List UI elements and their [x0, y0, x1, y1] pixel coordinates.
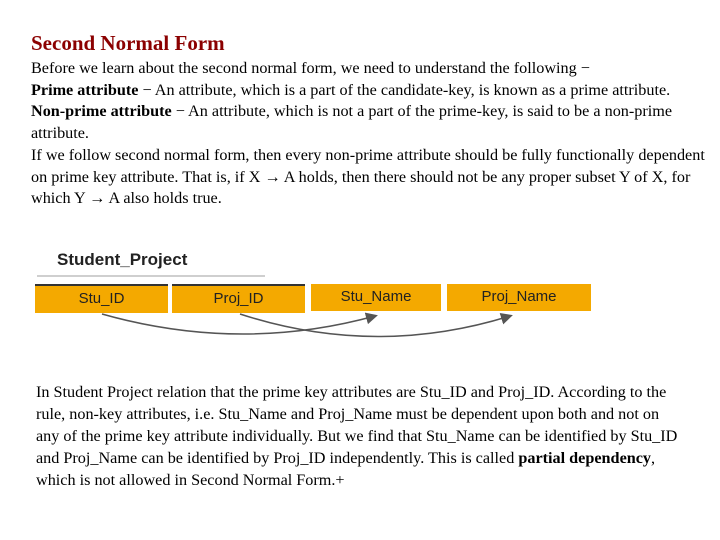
- dependency-arrows: [30, 248, 590, 368]
- prime-attribute-text: − An attribute, which is a part of the candidate-key, is known as a prime attribute.: [138, 80, 671, 99]
- nonprime-attribute-text: − An attribute, which is not a part of the prime-key, is said to be a non-prime attribute.: [31, 102, 673, 143]
- nonprime-attribute-definition: [31, 101, 717, 144]
- diagram-title: Student_Project: [57, 250, 188, 269]
- explanation-paragraph: [36, 381, 686, 491]
- explanation-text-end: , which is not allowed in Second Normal Form.+: [36, 449, 656, 489]
- explanation-text-start: In Student Project relation that the prime key attributes are Stu_ID and Proj_ID. According to the rule, non-key attributes, i.e. Stu_Name and Proj_Name must be dependent upon both and not on any of the prime key attribute individually. But we find that Stu_Name can be identified by Stu_ID and Proj_Name can be identified by Proj_ID independently. This is called: [36, 383, 678, 467]
- prime-attribute-term: Prime attribute: [31, 80, 139, 99]
- attribute-proj-id: Proj_ID: [172, 284, 305, 313]
- arrow-stu-id-to-stu-name: [102, 314, 375, 334]
- second-normal-form-rule: If we follow second normal form, then every non-prime attribute should be fully functionally dependent on prime key attribute. That is, if X → A holds, then there should not be any proper subset Y of X, for which Y → A also holds true.: [31, 145, 705, 208]
- explanation-section: [36, 381, 686, 491]
- prime-attribute-definition: [31, 80, 717, 102]
- student-project-diagram: [30, 248, 590, 368]
- intro-section: [31, 58, 717, 210]
- page-title: Second Normal Form: [31, 31, 225, 55]
- attribute-stu-name: Stu_Name: [311, 284, 441, 311]
- intro-line: Before we learn about the second normal form, we need to understand the following −: [31, 59, 590, 77]
- nonprime-attribute-term: Non-prime attribute: [31, 102, 172, 121]
- attribute-proj-name: Proj_Name: [447, 284, 591, 311]
- partial-dependency-term: partial dependency: [518, 449, 652, 467]
- attribute-stu-id: Stu_ID: [35, 284, 168, 313]
